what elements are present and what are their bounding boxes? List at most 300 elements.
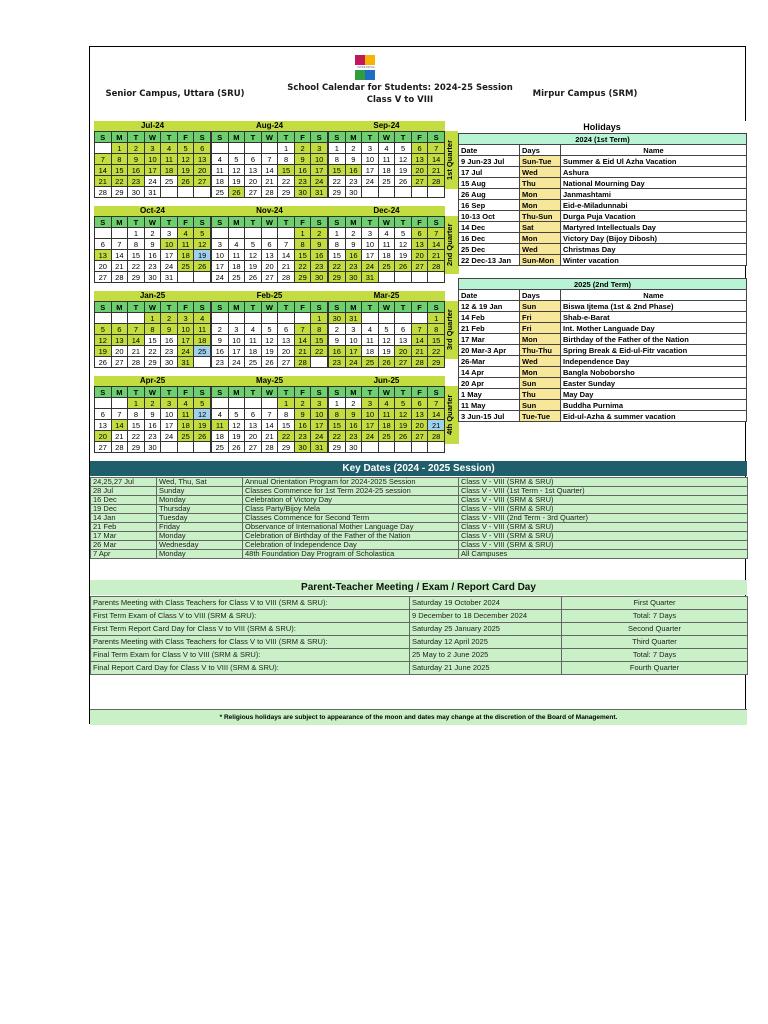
month-title: Jun-25 xyxy=(328,376,445,386)
ptm-item: Final Report Card Day for Class V to VIII (SRM & SRU): xyxy=(91,662,410,675)
day-cell xyxy=(378,187,395,198)
holiday-row xyxy=(459,178,747,189)
day-cell: 28 xyxy=(278,272,295,283)
holiday-date: 25 Dec xyxy=(459,244,520,255)
day-cell xyxy=(194,442,211,453)
day-header: S xyxy=(329,302,346,313)
day-cell: 6 xyxy=(411,143,428,154)
day-cell: 28 xyxy=(95,187,112,198)
day-cell: 12 xyxy=(395,154,412,165)
day-cell: 22 xyxy=(294,261,311,272)
day-cell: 7 xyxy=(111,409,128,420)
day-cell: 25 xyxy=(194,346,211,357)
day-cell: 7 xyxy=(428,398,445,409)
day-cell: 2 xyxy=(161,313,178,324)
day-cell: 17 xyxy=(161,420,178,431)
day-cell xyxy=(261,313,278,324)
day-cell: 11 xyxy=(212,420,229,431)
day-header: M xyxy=(345,132,362,143)
month-sep-24 xyxy=(328,121,445,198)
key-date-day: Sunday xyxy=(157,487,243,496)
day-cell: 9 xyxy=(144,409,161,420)
day-cell: 26 xyxy=(395,261,412,272)
day-cell: 3 xyxy=(144,143,161,154)
holiday-name: Birthday of the Father of the Nation xyxy=(561,334,747,345)
day-cell: 30 xyxy=(144,272,161,283)
day-cell: 11 xyxy=(177,409,194,420)
key-date-row xyxy=(91,487,748,496)
day-cell: 2 xyxy=(345,143,362,154)
day-cell: 9 xyxy=(144,239,161,250)
holiday-col-date: Date xyxy=(459,290,520,301)
day-cell: 1 xyxy=(128,228,145,239)
holiday-name: Independence Day xyxy=(561,356,747,367)
logo-text: SCHOLASTICA xyxy=(357,66,375,69)
day-cell: 26 xyxy=(378,357,395,368)
day-cell: 24 xyxy=(311,176,328,187)
day-cell: 12 xyxy=(194,409,211,420)
day-cell: 16 xyxy=(212,346,229,357)
day-cell: 16 xyxy=(128,165,145,176)
day-cell xyxy=(228,143,245,154)
day-cell: 22 xyxy=(329,176,346,187)
month-title: Nov-24 xyxy=(211,206,328,216)
key-date-date: 26 Mar xyxy=(91,541,157,550)
day-cell: 25 xyxy=(212,442,229,453)
quarter-label: 3rd Quarter xyxy=(445,301,459,359)
day-cell: 24 xyxy=(144,176,161,187)
day-cell: 26 xyxy=(194,431,211,442)
day-cell xyxy=(177,187,194,198)
day-cell: 13 xyxy=(245,420,262,431)
holiday-name: Eid-e-Miladunnabi xyxy=(561,200,747,211)
day-cell: 19 xyxy=(228,431,245,442)
day-cell: 28 xyxy=(294,357,311,368)
day-cell: 22 xyxy=(329,431,346,442)
day-cell: 5 xyxy=(228,154,245,165)
day-header: S xyxy=(95,302,112,313)
day-cell: 9 xyxy=(294,154,311,165)
day-cell: 16 xyxy=(144,420,161,431)
day-cell: 1 xyxy=(278,398,295,409)
day-cell: 6 xyxy=(194,143,211,154)
day-cell xyxy=(428,187,445,198)
day-cell: 31 xyxy=(311,187,328,198)
holiday-date: 10-13 Oct xyxy=(459,211,520,222)
day-cell: 7 xyxy=(261,409,278,420)
day-cell: 10 xyxy=(144,154,161,165)
key-date-event: Class Party/Bijoy Mela xyxy=(243,505,459,514)
day-cell: 10 xyxy=(161,239,178,250)
day-cell: 10 xyxy=(362,239,379,250)
day-cell: 3 xyxy=(345,324,362,335)
ptm-note: Second Quarter xyxy=(562,623,748,636)
title-line2: Class V to VIII xyxy=(366,95,434,105)
day-header: M xyxy=(111,387,128,398)
day-cell: 17 xyxy=(311,165,328,176)
day-cell: 17 xyxy=(177,335,194,346)
day-cell: 2 xyxy=(345,228,362,239)
day-cell: 25 xyxy=(378,176,395,187)
day-header: S xyxy=(329,217,346,228)
day-header: S xyxy=(428,217,445,228)
day-cell: 30 xyxy=(345,442,362,453)
key-date-who: Class V - VIII (1st Term - 1st Quarter) xyxy=(459,487,748,496)
holiday-days: Mon xyxy=(520,233,561,244)
holiday-date: 14 Dec xyxy=(459,222,520,233)
day-cell: 14 xyxy=(428,154,445,165)
day-cell: 26 xyxy=(228,442,245,453)
school-logo xyxy=(353,52,377,80)
key-date-day: Wed, Thu, Sat xyxy=(157,478,243,487)
day-cell xyxy=(278,313,295,324)
day-cell: 15 xyxy=(278,165,295,176)
day-cell: 6 xyxy=(245,409,262,420)
day-cell xyxy=(428,442,445,453)
day-cell: 10 xyxy=(228,335,245,346)
day-cell: 10 xyxy=(311,154,328,165)
day-cell xyxy=(161,187,178,198)
day-cell xyxy=(194,187,211,198)
day-cell: 13 xyxy=(411,239,428,250)
day-cell: 2 xyxy=(345,398,362,409)
ptm-item: First Term Report Card Day for Class V to VIII (SRM & SRU): xyxy=(91,623,410,636)
day-cell: 28 xyxy=(111,442,128,453)
day-cell: 5 xyxy=(261,324,278,335)
day-cell: 13 xyxy=(278,335,295,346)
day-cell: 2 xyxy=(311,228,328,239)
holiday-row xyxy=(459,389,747,400)
day-cell: 30 xyxy=(294,442,311,453)
day-cell: 27 xyxy=(411,431,428,442)
day-cell: 21 xyxy=(428,250,445,261)
day-cell: 29 xyxy=(278,187,295,198)
ptm-title: Parent-Teacher Meeting / Exam / Report Card Day xyxy=(90,580,747,595)
holiday-name: Summer & Eid Ul Azha Vacation xyxy=(561,156,747,167)
day-cell: 16 xyxy=(329,346,346,357)
day-header: T xyxy=(395,217,412,228)
day-cell: 22 xyxy=(128,261,145,272)
day-cell: 10 xyxy=(362,409,379,420)
holiday-name: Eid-ul-Azha & summer vacation xyxy=(561,411,747,422)
holiday-col-days: Days xyxy=(520,290,561,301)
key-date-date: 14 Jan xyxy=(91,514,157,523)
day-cell: 13 xyxy=(111,335,128,346)
key-date-who: Class V - VIII (SRM & SRU) xyxy=(459,523,748,532)
month-title: Aug-24 xyxy=(211,121,328,131)
day-cell: 1 xyxy=(128,398,145,409)
holiday-date: 26-Mar xyxy=(459,356,520,367)
day-cell: 1 xyxy=(294,228,311,239)
day-cell: 11 xyxy=(378,154,395,165)
day-cell: 6 xyxy=(411,228,428,239)
day-cell: 6 xyxy=(395,324,412,335)
day-cell: 14 xyxy=(95,165,112,176)
day-cell: 16 xyxy=(161,335,178,346)
holidays-panel xyxy=(458,121,746,422)
day-header: T xyxy=(161,217,178,228)
holiday-row xyxy=(459,244,747,255)
day-cell: 9 xyxy=(329,335,346,346)
day-cell: 8 xyxy=(294,239,311,250)
key-date-row xyxy=(91,532,748,541)
day-header: W xyxy=(144,132,161,143)
ptm-note: Total: 7 Days xyxy=(562,649,748,662)
day-header: T xyxy=(128,217,145,228)
day-cell: 31 xyxy=(177,357,194,368)
ptm-date: Saturday 12 April 2025 xyxy=(410,636,562,649)
key-date-event: Celebration of Birthday of the Father of the Nation xyxy=(243,532,459,541)
day-header: W xyxy=(261,132,278,143)
day-cell: 5 xyxy=(228,409,245,420)
key-date-event: Celebration of Independence Day xyxy=(243,541,459,550)
day-cell: 15 xyxy=(329,250,346,261)
holidays-title: Holidays xyxy=(458,121,746,133)
key-date-row xyxy=(91,541,748,550)
ptm-note: Third Quarter xyxy=(562,636,748,649)
day-cell: 29 xyxy=(128,442,145,453)
day-cell: 12 xyxy=(245,250,262,261)
day-cell: 15 xyxy=(428,335,445,346)
holiday-row xyxy=(459,301,747,312)
day-cell xyxy=(411,313,428,324)
day-cell: 14 xyxy=(261,165,278,176)
key-date-date: 7 Apr xyxy=(91,550,157,559)
day-cell: 8 xyxy=(128,409,145,420)
holiday-date: 14 Apr xyxy=(459,367,520,378)
holiday-row xyxy=(459,312,747,323)
quarter-label: 4th Quarter xyxy=(445,386,459,444)
holiday-date: 12 & 19 Jan xyxy=(459,301,520,312)
day-header: S xyxy=(212,302,229,313)
day-cell xyxy=(228,398,245,409)
day-cell: 17 xyxy=(161,250,178,261)
holiday-days: Fri xyxy=(520,312,561,323)
holiday-row xyxy=(459,334,747,345)
day-cell: 11 xyxy=(228,250,245,261)
day-header: S xyxy=(212,387,229,398)
day-cell: 11 xyxy=(362,335,379,346)
day-cell: 22 xyxy=(278,431,295,442)
day-cell xyxy=(362,313,379,324)
holiday-name: National Mourning Day xyxy=(561,178,747,189)
day-cell xyxy=(228,228,245,239)
day-cell: 16 xyxy=(294,420,311,431)
holiday-name: Shab-e-Barat xyxy=(561,312,747,323)
day-header: F xyxy=(411,387,428,398)
month-nov-24 xyxy=(211,206,328,283)
day-cell xyxy=(95,313,112,324)
day-header: T xyxy=(128,132,145,143)
day-cell xyxy=(261,143,278,154)
day-cell: 14 xyxy=(411,335,428,346)
day-header: F xyxy=(177,302,194,313)
day-cell: 29 xyxy=(294,272,311,283)
day-header: T xyxy=(161,302,178,313)
holiday-days: Sun xyxy=(520,301,561,312)
day-header: S xyxy=(95,387,112,398)
day-header: W xyxy=(261,217,278,228)
holiday-date: 16 Sep xyxy=(459,200,520,211)
holiday-name: Buddha Purnima xyxy=(561,400,747,411)
day-cell: 15 xyxy=(294,250,311,261)
day-cell xyxy=(212,143,229,154)
day-cell: 29 xyxy=(329,442,346,453)
holiday-row xyxy=(459,189,747,200)
ptm-note: Total: 7 Days xyxy=(562,610,748,623)
day-cell: 12 xyxy=(228,165,245,176)
day-header: T xyxy=(245,302,262,313)
day-cell: 9 xyxy=(345,239,362,250)
day-header: S xyxy=(311,302,328,313)
day-cell: 8 xyxy=(329,409,346,420)
day-header: F xyxy=(177,217,194,228)
day-header: S xyxy=(428,302,445,313)
day-header: T xyxy=(161,387,178,398)
day-cell: 20 xyxy=(245,176,262,187)
day-cell: 1 xyxy=(144,313,161,324)
day-header: T xyxy=(362,387,379,398)
holiday-row xyxy=(459,378,747,389)
day-cell: 29 xyxy=(428,357,445,368)
day-cell: 23 xyxy=(311,261,328,272)
day-cell: 27 xyxy=(95,442,112,453)
day-cell: 15 xyxy=(128,250,145,261)
day-cell: 15 xyxy=(144,335,161,346)
holiday-row xyxy=(459,156,747,167)
day-cell: 16 xyxy=(345,250,362,261)
day-cell: 9 xyxy=(128,154,145,165)
day-cell: 2 xyxy=(294,143,311,154)
day-cell: 21 xyxy=(261,431,278,442)
holiday-date: 3 Jun-15 Jul xyxy=(459,411,520,422)
day-cell: 22 xyxy=(144,346,161,357)
day-cell: 10 xyxy=(345,335,362,346)
key-date-date: 21 Feb xyxy=(91,523,157,532)
ptm-item: Parents Meeting with Class Teachers for Class V to VIII (SRM & SRU): xyxy=(91,636,410,649)
day-header: M xyxy=(228,302,245,313)
day-header: W xyxy=(261,387,278,398)
day-cell: 7 xyxy=(95,154,112,165)
day-cell: 18 xyxy=(177,250,194,261)
day-cell: 29 xyxy=(144,357,161,368)
day-cell: 2 xyxy=(128,143,145,154)
day-header: M xyxy=(345,217,362,228)
holiday-days: Sun xyxy=(520,378,561,389)
day-header: F xyxy=(411,217,428,228)
holiday-date: 16 Dec xyxy=(459,233,520,244)
day-cell: 16 xyxy=(345,165,362,176)
day-cell: 30 xyxy=(345,272,362,283)
day-cell: 25 xyxy=(378,261,395,272)
day-cell: 7 xyxy=(428,143,445,154)
day-cell: 4 xyxy=(378,398,395,409)
quarter-label: 2nd Quarter xyxy=(445,216,459,274)
month-title: Jul-24 xyxy=(94,121,211,131)
key-date-event: Observance of International Mother Language Day xyxy=(243,523,459,532)
day-cell: 24 xyxy=(161,431,178,442)
key-date-row xyxy=(91,496,748,505)
day-cell: 12 xyxy=(194,239,211,250)
day-cell xyxy=(395,313,412,324)
day-cell: 8 xyxy=(278,154,295,165)
day-cell: 5 xyxy=(95,324,112,335)
month-oct-24 xyxy=(94,206,211,283)
holiday-row xyxy=(459,167,747,178)
month-title: Oct-24 xyxy=(94,206,211,216)
holiday-row xyxy=(459,233,747,244)
day-cell: 14 xyxy=(278,250,295,261)
day-cell xyxy=(111,228,128,239)
day-cell: 11 xyxy=(194,324,211,335)
day-cell: 27 xyxy=(245,442,262,453)
day-cell: 29 xyxy=(111,187,128,198)
day-cell: 20 xyxy=(261,261,278,272)
day-cell: 15 xyxy=(278,420,295,431)
day-cell: 22 xyxy=(278,176,295,187)
day-header: S xyxy=(428,387,445,398)
day-header: T xyxy=(128,302,145,313)
holiday-date: 17 Jul xyxy=(459,167,520,178)
day-cell: 5 xyxy=(194,398,211,409)
day-cell: 31 xyxy=(144,187,161,198)
day-cell: 21 xyxy=(294,346,311,357)
key-date-row xyxy=(91,523,748,532)
day-header: W xyxy=(378,387,395,398)
key-date-day: Friday xyxy=(157,523,243,532)
holiday-days: Wed xyxy=(520,356,561,367)
day-cell: 3 xyxy=(311,398,328,409)
month-aug-24 xyxy=(211,121,328,198)
day-header: M xyxy=(111,302,128,313)
day-cell: 7 xyxy=(294,324,311,335)
day-header: M xyxy=(228,132,245,143)
day-cell xyxy=(194,357,211,368)
holiday-date: 26 Aug xyxy=(459,189,520,200)
key-date-who: All Campuses xyxy=(459,550,748,559)
month-mar-25 xyxy=(328,291,445,368)
day-cell xyxy=(111,313,128,324)
day-cell xyxy=(245,228,262,239)
day-cell: 13 xyxy=(261,250,278,261)
day-cell: 2 xyxy=(294,398,311,409)
ptm-note: Fourth Quarter xyxy=(562,662,748,675)
holiday-name: Bangla Noboborsho xyxy=(561,367,747,378)
day-cell xyxy=(95,228,112,239)
day-cell: 19 xyxy=(194,250,211,261)
day-cell: 23 xyxy=(128,176,145,187)
day-cell: 31 xyxy=(362,272,379,283)
holiday-days: Thu-Sun xyxy=(520,211,561,222)
key-date-day: Monday xyxy=(157,496,243,505)
key-date-who: Class V - VIII (2nd Term - 3rd Quarter) xyxy=(459,514,748,523)
holidays-term2-table xyxy=(458,278,747,422)
holiday-days: Mon xyxy=(520,200,561,211)
holiday-days: Tue-Tue xyxy=(520,411,561,422)
day-cell: 26 xyxy=(194,261,211,272)
day-header: F xyxy=(411,302,428,313)
day-cell: 6 xyxy=(411,398,428,409)
day-cell: 3 xyxy=(161,228,178,239)
day-header: M xyxy=(111,132,128,143)
key-date-event: 48th Foundation Day Program of Scholastica xyxy=(243,550,459,559)
day-cell: 30 xyxy=(329,313,346,324)
day-header: S xyxy=(194,302,211,313)
day-cell: 26 xyxy=(177,176,194,187)
ptm-row xyxy=(91,662,748,675)
day-cell: 23 xyxy=(144,261,161,272)
day-cell xyxy=(411,272,428,283)
